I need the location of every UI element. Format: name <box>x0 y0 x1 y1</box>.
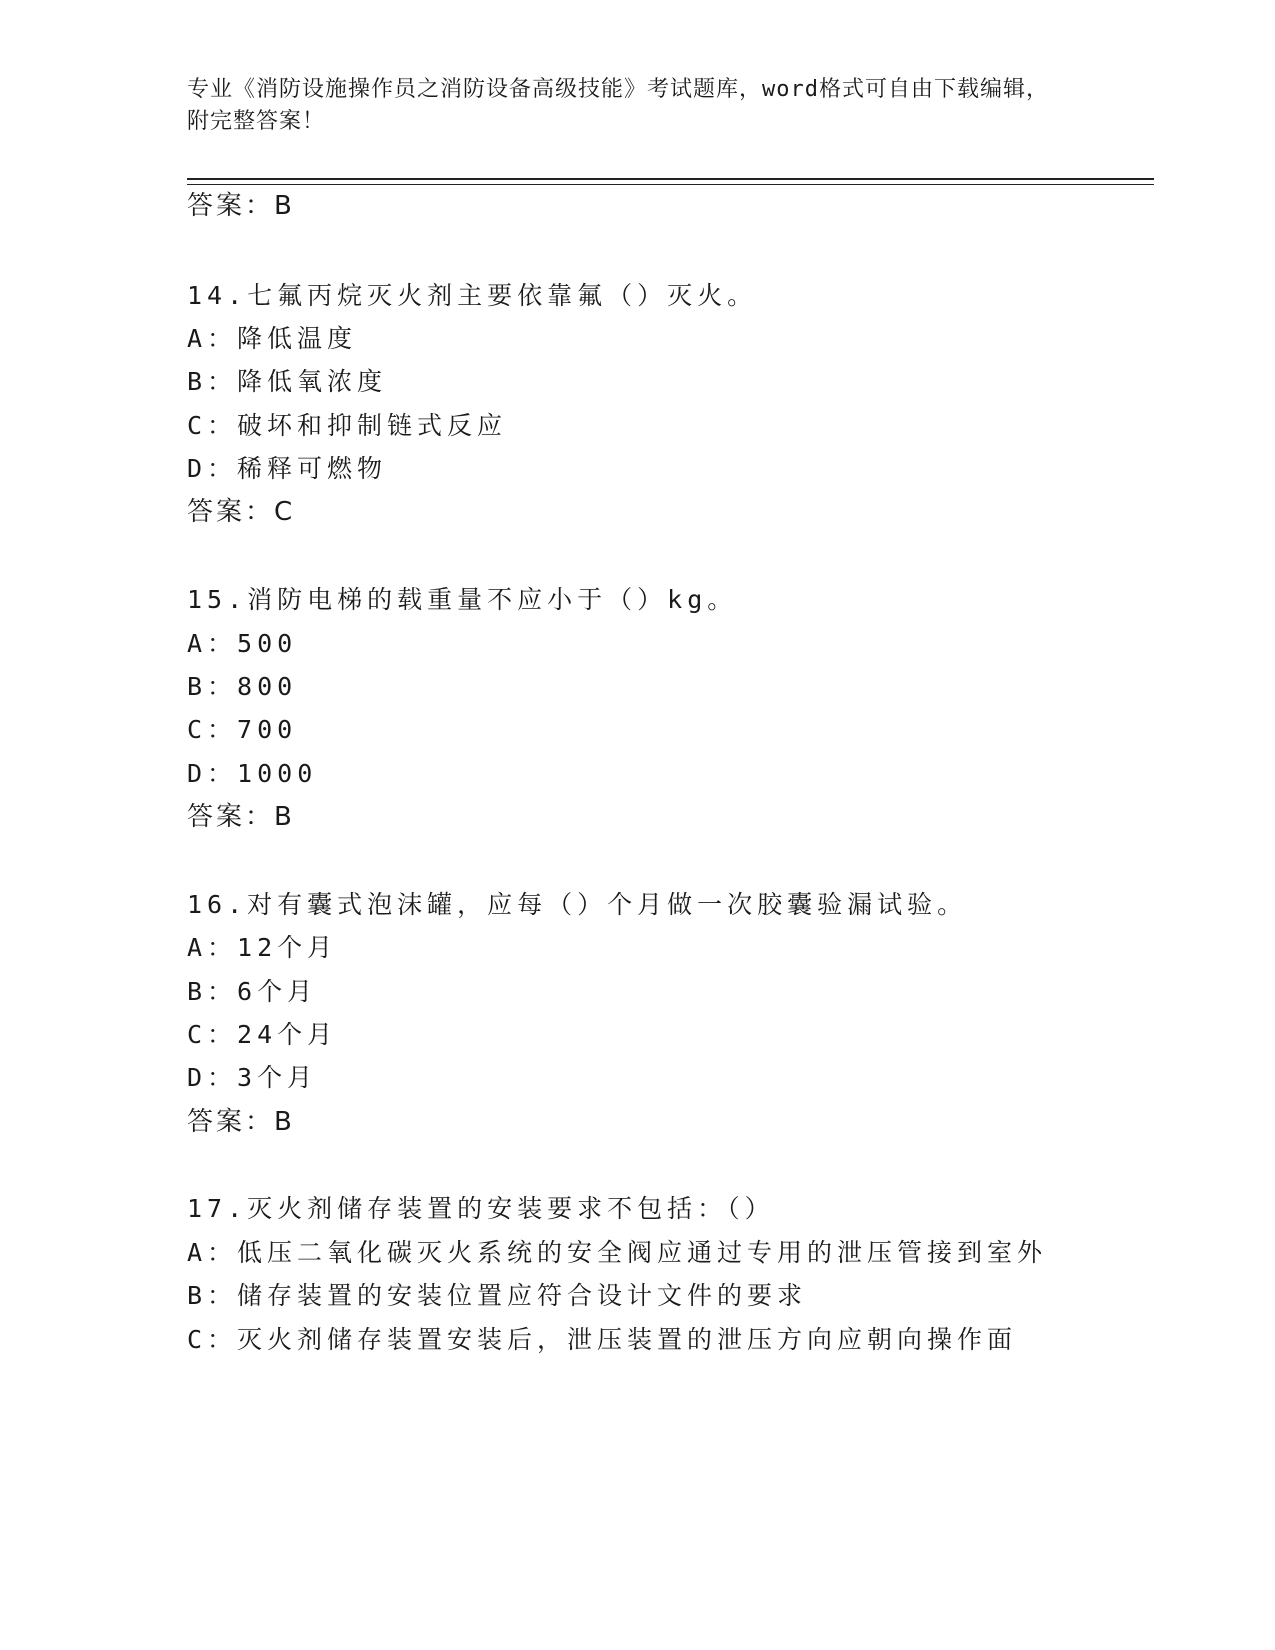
question-text: 14.七氟丙烷灭火剂主要依靠氟（）灭火。 <box>187 281 758 310</box>
question-text: 16.对有囊式泡沫罐，应每（）个月做一次胶囊验漏试验。 <box>187 890 968 919</box>
option-item: A：12个月 <box>187 933 338 962</box>
option-item: B：降低氧浓度 <box>187 367 388 396</box>
option-item: D：稀释可燃物 <box>187 454 388 483</box>
question-text: 15.消防电梯的载重量不应小于（）kg。 <box>187 585 738 614</box>
option-item: A：低压二氧化碳灭火系统的安全阀应通过专用的泄压管接到室外 <box>187 1238 1048 1267</box>
answer-line: 答案：C <box>187 497 296 527</box>
option-item: A：降低温度 <box>187 324 358 353</box>
answer-line: 答案：B <box>187 802 295 832</box>
option-item: D：1000 <box>187 759 318 788</box>
option-item: B：6个月 <box>187 977 318 1006</box>
option-item: B：800 <box>187 672 298 701</box>
option-item: D：3个月 <box>187 1063 318 1092</box>
option-item: C：灭火剂储存装置安装后，泄压装置的泄压方向应朝向操作面 <box>187 1325 1018 1354</box>
header-divider <box>187 178 1154 180</box>
option-item: C：700 <box>187 715 298 744</box>
option-item: A：500 <box>187 629 298 658</box>
question-text: 17.灭火剂储存装置的安装要求不包括：（） <box>187 1194 775 1223</box>
answer-line: 答案：B <box>187 1107 295 1137</box>
option-item: C：24个月 <box>187 1020 338 1049</box>
header-divider-secondary <box>187 184 1154 185</box>
option-item: B：储存装置的安装位置应符合设计文件的要求 <box>187 1281 808 1310</box>
answer-line: 答案：B <box>187 191 295 221</box>
document-header: 专业《消防设施操作员之消防设备高级技能》考试题库，word格式可自由下载编辑，附完整答案！ <box>187 77 1049 134</box>
option-item: C：破坏和抑制链式反应 <box>187 411 508 440</box>
